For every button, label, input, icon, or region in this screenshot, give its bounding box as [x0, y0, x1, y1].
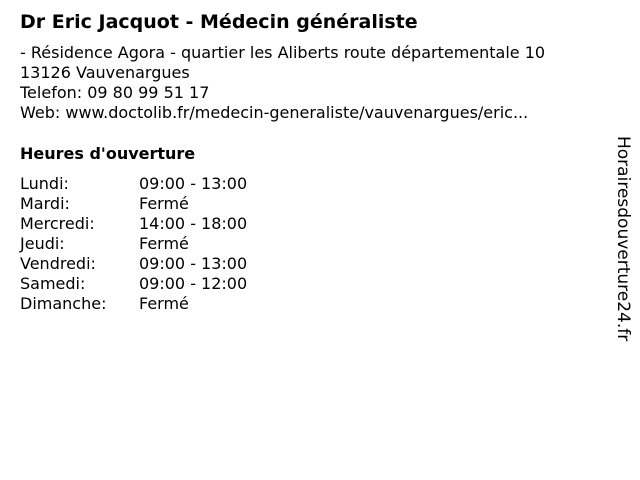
- time-value: 09:00 - 13:00: [139, 254, 248, 273]
- day-label: Jeudi:: [20, 234, 65, 253]
- hours-row-sunday: [20, 294, 320, 314]
- hours-row-tuesday: [20, 194, 320, 214]
- day-label: Dimanche:: [20, 294, 107, 313]
- business-info: [20, 43, 545, 123]
- address-line-1: - Résidence Agora - quartier les Aliberts route départementale 10: [20, 43, 546, 62]
- phone-number: Telefon: 09 80 99 51 17: [20, 83, 210, 102]
- hours-row-saturday: [20, 274, 320, 294]
- day-label: Vendredi:: [20, 254, 96, 273]
- day-label: Samedi:: [20, 274, 86, 293]
- hours-row-wednesday: [20, 214, 320, 234]
- time-value: 09:00 - 13:00: [139, 174, 248, 193]
- hours-row-monday: [20, 174, 320, 194]
- site-brand-vertical: Horairesdouverture24.fr: [613, 136, 633, 342]
- business-title: Dr Eric Jacquot - Médecin généraliste: [20, 11, 418, 33]
- website-link: Web: www.doctolib.fr/medecin-generaliste/vauvenargues/eric...: [20, 103, 529, 122]
- day-label: Lundi:: [20, 174, 69, 193]
- hours-row-thursday: [20, 234, 320, 254]
- day-label: Mercredi:: [20, 214, 95, 233]
- time-value: Fermé: [139, 294, 189, 313]
- address-line-2: 13126 Vauvenargues: [20, 63, 190, 82]
- opening-hours-table: [20, 174, 320, 314]
- time-value: Fermé: [139, 234, 189, 253]
- hours-row-friday: [20, 254, 320, 274]
- opening-hours-heading: Heures d'ouverture: [20, 144, 196, 163]
- day-label: Mardi:: [20, 194, 70, 213]
- time-value: Fermé: [139, 194, 189, 213]
- time-value: 09:00 - 12:00: [139, 274, 248, 293]
- time-value: 14:00 - 18:00: [139, 214, 248, 233]
